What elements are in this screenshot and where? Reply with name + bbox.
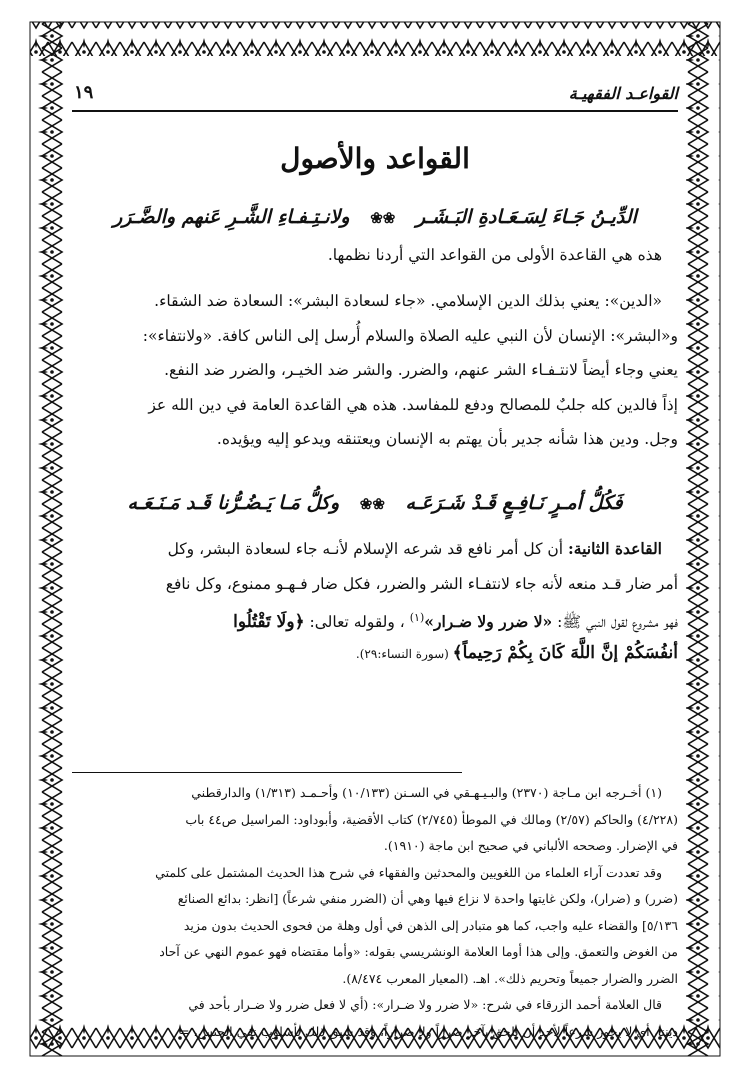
- page-number: ١٩: [74, 82, 94, 103]
- footnote-line: ديننا، أي لا يجوز شرعاً لأحد أن يلحق بآخر ضرراً ولا ضراراً، وقد سيق ذلك بأسلوب نفي الجنس، =: [179, 1023, 678, 1039]
- paragraph-second-rule: [72, 532, 678, 670]
- footnote-divider: [72, 772, 462, 773]
- footnote-line: وقد تعددت آراء العلماء من اللغويين والمحدثين والفقهاء في شرح هذا الحديث المشتمل على كلمتي: [155, 864, 662, 880]
- verse-2-right-hemistich: فَكُلُّ أمـرٍ نَـافِـعٍ قَـدْ شَـرَعَـه: [405, 492, 623, 514]
- running-title: القواعـد الفقهيـة: [568, 84, 678, 103]
- text-line: إذاً فالدين كله جلبٌ للمصالح ودفع للمفاسد. هذه هي القاعدة العامة في دين الله عز: [148, 395, 678, 414]
- text-line: [72, 636, 678, 671]
- flower-separator-icon: ❀❀: [370, 209, 396, 227]
- paragraph-explanation: [72, 284, 678, 457]
- footnote-line: (ضرر) و (ضرار)، ولكن غايتها واحدة لا نزاع فيها وهي أن (الضرر منفي شرعاً) [انظر: بدائع الصنائع: [177, 891, 678, 906]
- chapter-title: القواعد والأصول: [280, 142, 470, 175]
- text-line: أمر ضار قـد منعه لأنه جاء لانتفـاء الشر والضرر، فكل ضار فـهـو ممنوع، وكل نافع: [165, 574, 678, 593]
- verse-1-left-hemistich: ولانـتِـفـاءِ الشَّـرِ عَنهم والضَّـرَر: [113, 206, 350, 228]
- verse-2-left-hemistich: وكلُّ مَـا يَـضُـرُّنا قَـد مَـنَـعَـه: [127, 492, 340, 514]
- flower-separator-icon: ❀❀: [359, 495, 385, 513]
- footnote-line: قال العلامة أحمد الزرقاء في شرح: «لا ضرر ولا ضـرار»: (أي لا فعل ضرر ولا ضـرار بأحد في: [188, 997, 662, 1012]
- text-line: فهو مشروع لقول النبي ﷺ: «لا ضرر ولا ضـرار»$^{(١)}$ ، ولقوله تعالى: ﴿ولَا تَقْتُلُوا: [233, 611, 678, 633]
- page-content: [72, 82, 678, 1039]
- text-line: يعني وجاء أيضاً لانتـفـاء الشر عنهم، والضرر. والشر ضد الخيـر، والضرر ضد النفع.: [164, 361, 678, 379]
- verse-line-1: [72, 206, 678, 228]
- footnote-line: من الغوض والتعمق. وإلى هذا أوما العلامة الونشريسي بقوله: «وأما مقتضاه فهو عموم النهي عن آحاد: [159, 944, 678, 959]
- surah-reference: (سورة النساء:٢٩).: [355, 646, 453, 661]
- footnotes: [72, 780, 678, 1045]
- paragraph-intro: [72, 238, 678, 273]
- footnote-line: (١) أخـرجه ابن مـاجة (٢٣٧٠) والبـيـهـقي في السـنن (١٠/١٣٣) وأحـمـد (١/٣١٣) والدارقطني: [191, 785, 662, 800]
- verse-1-right-hemistich: الدِّيـنُ جَـاءَ لِسَـعَـادةِ البَـشَـر: [415, 206, 637, 228]
- text-line: و«البشر»: الإنسان لأن النبي عليه الصلاة والسلام أُرسل إلى الناس كافة. «ولانتفاء»:: [142, 326, 678, 345]
- quran-verse: ﴿ولَا تَقْتُلُوا: [233, 612, 305, 633]
- footnote-line: (٤/٢٢٨) والحاكم (٢/٥٧) ومالك في الموطأ (٢/٧٤٥) كتاب الأقضية، وأبوداود: المراسيل ص٤٤ باب: [185, 811, 678, 827]
- footnote-line: ٥/١٣٦] والقضاء عليه واجب، كما هو متبادر إلى الذهن في أول وهلة من فحوى الحديث بدون مزيد: [183, 917, 678, 933]
- hadith-quote: «لا ضرر ولا ضـرار»: [424, 612, 553, 632]
- text-line: هذه هي القاعدة الأولى من القواعد التي أردنا نظمها.: [327, 246, 662, 264]
- quran-verse: أنفُسَكُمْ إنَّ اللَّهَ كَانَ بِكُمْ رَحِيماً﴾: [452, 642, 678, 663]
- footnote-line: في الإضرار. وصححه الألباني في صحيح ابن ماجة (١٩١٠).: [383, 838, 678, 853]
- rule-label: القاعدة الثانية:: [568, 539, 662, 558]
- text-line: القاعدة الثانية: أن كل أمر نافع قد شرعه الإسلام لأنـه جاء لسعادة البشر، وكل: [167, 539, 662, 558]
- footnote-line: الضرر والضرار جميعاً وتحريم ذلك». اهـ. (المعيار المعرب ٨/٤٧٤).: [342, 970, 678, 986]
- page-header: [72, 84, 678, 112]
- text-line: وجل. ودين هذا شأنه جدير بأن يهتم به الإنسان ويعتنقه ويدعو إليه ويؤيده.: [216, 430, 678, 448]
- text-line: «الدين»: يعني بذلك الدين الإسلامي. «جاء لسعادة البشر»: السعادة ضد الشقاء.: [154, 292, 662, 310]
- footnote-reference: (١): [409, 611, 425, 624]
- verse-line-2: [72, 492, 678, 514]
